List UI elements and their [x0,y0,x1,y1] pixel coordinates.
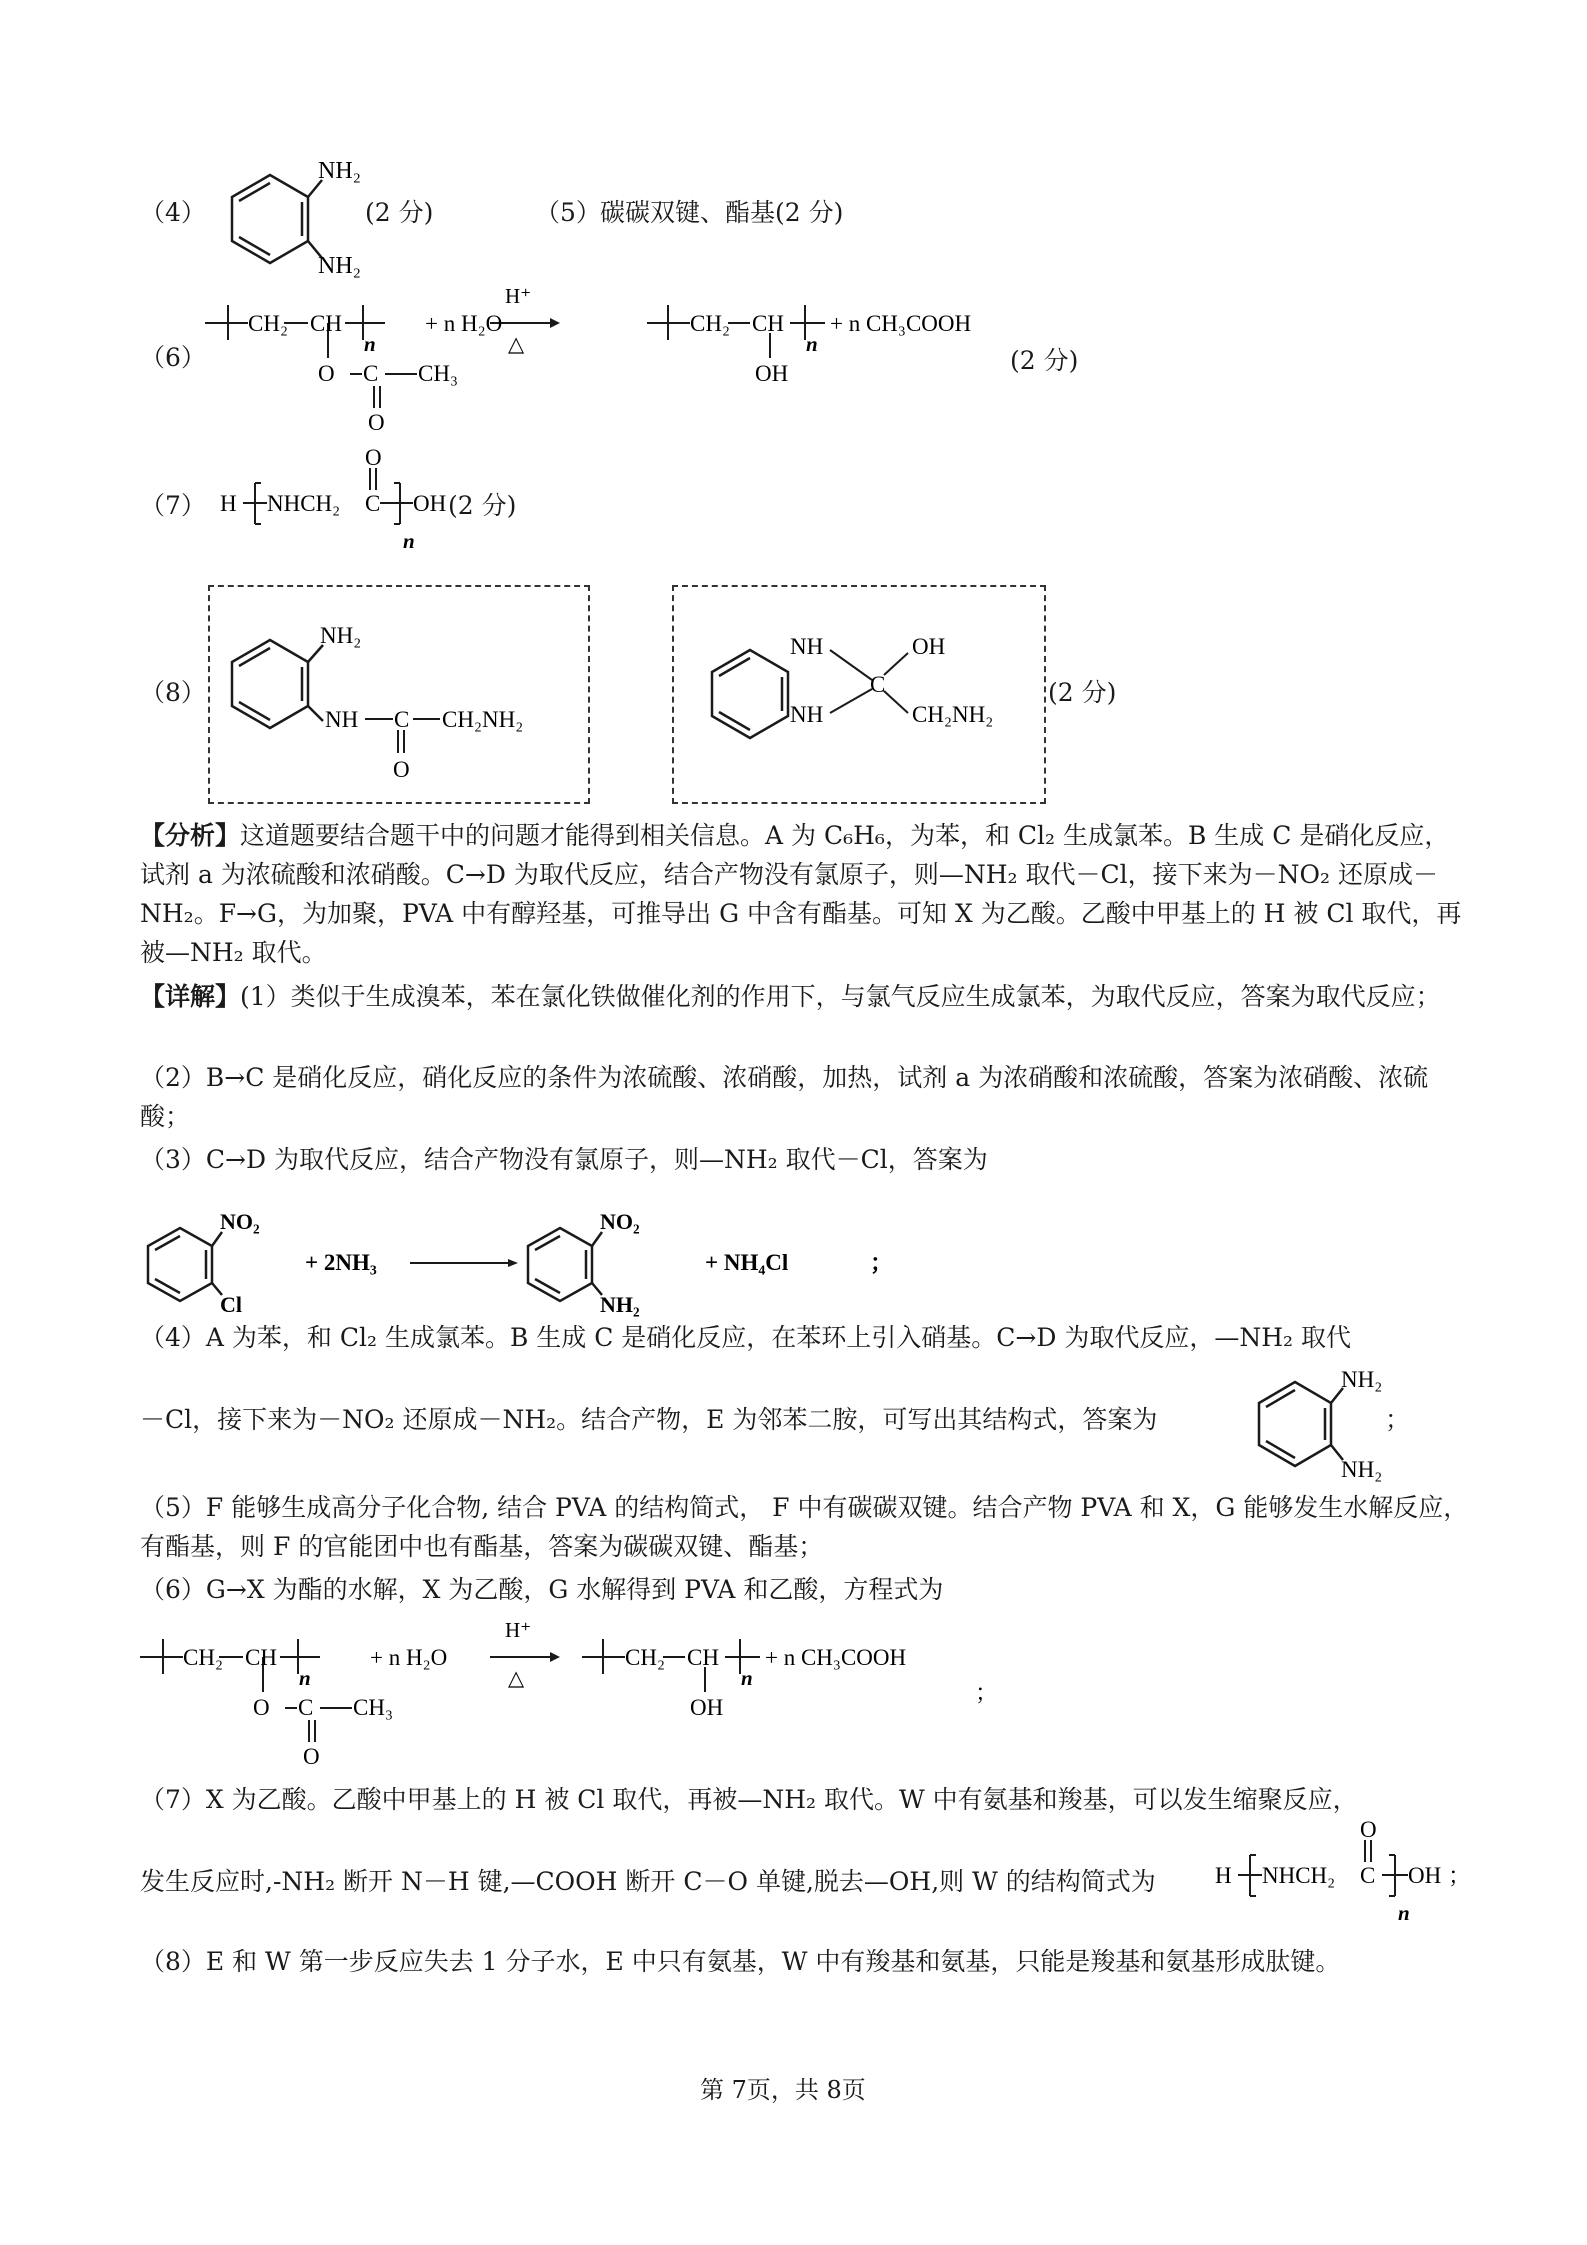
heat-label: △ [508,1666,525,1690]
nh2-label: NH₂ [318,158,362,184]
ch2nh2-label: CH₂NH₂ [442,707,524,732]
nh2-label: NH₂ [1341,1367,1383,1392]
q7-detail-polyglycine [1210,1817,1471,1935]
ch2-label: CH₂ [690,311,730,336]
acetic-acid-term: + n CH₃COOH [830,311,972,336]
ch3-label: CH₃ [353,1695,393,1720]
q6-number: （6） [140,343,206,372]
ch2-label: CH₂ [625,1645,665,1670]
detail-paragraph-3: （3）C→D 为取代反应，结合产物没有氯原子，则—NH₂ 取代－Cl，答案为 [140,1145,988,1174]
q8-cyclic-structure [690,605,1040,790]
water-term: + n H₂O [370,1645,448,1670]
q4-o-phenylenediamine-structure [210,150,390,280]
detail-paragraph-5: （5）F 能够生成高分子化合物, 结合 PVA 的结构简式， F 中有碳碳双键。结合产物 PVA 和 X，G 能够发生水解反应，有酯基，则 F 的官能团中也有酯基，答案为碳碳双键、酯基； [140,1493,1469,1561]
oh-label: OH [413,491,447,516]
oh-label: OH [1408,1863,1442,1888]
q8-amide-structure [215,605,585,790]
nhch2-label: NHCH₂ [267,491,341,516]
n-subscript: n [403,529,415,553]
detail-paragraph-7a: （7）X 为乙酸。乙酸中甲基上的 H 被 Cl 取代，再被—NH₂ 取代。W 中有氨基和羧基，可以发生缩聚反应， [140,1785,1358,1814]
o-label: O [368,410,385,435]
q6-score: (2 分) [1010,346,1079,375]
nh2-label: NH₂ [1341,1457,1383,1482]
detail-text-1: (1）类似于生成溴苯，苯在氯化铁做催化剂的作用下，与氯气反应生成氯苯，为取代反应，答案为取代反应； [240,982,1441,1011]
o-label: O [393,757,410,782]
o-label: O [1360,1817,1377,1842]
nhch2-label: NHCH₂ [1262,1863,1336,1888]
o-label: O [303,1744,320,1769]
q4-number: （4） [140,198,206,227]
ammonium-chloride-term: + NH₄Cl [705,1250,789,1275]
semicolon: ； [1385,1405,1411,1434]
q6-hydrolysis-equation [200,278,1100,448]
n-subscript: n [364,332,376,356]
nh2-label: NH₂ [318,253,362,279]
c-label: C [1360,1863,1376,1888]
h-label: H [1215,1863,1232,1888]
detail-paragraph-1 [140,977,1470,1016]
semicolon: ； [1448,1863,1471,1888]
n-subscript: n [299,1666,311,1690]
h-label: H [220,491,237,516]
q5-answer: 碳碳双键、酯基(2 分) [600,198,844,227]
catalyst-label: H⁺ [505,284,532,308]
semicolon: ； [870,1250,893,1275]
o-label: O [365,445,382,470]
q7-score: (2 分) [448,491,517,520]
detail-label: 【详解】 [140,982,241,1011]
heat-label: △ [508,332,525,356]
c-label: C [870,672,886,697]
nh-label: NH [790,702,824,727]
nh2-label: NH₂ [320,623,362,648]
q8-number: （8） [140,678,206,707]
ch-label: CH [687,1645,719,1670]
n-subscript: n [1398,1901,1410,1925]
q6-detail-hydrolysis-equation [135,1612,1035,1782]
oh-label: OH [755,361,789,386]
water-term: + n H₂O [425,311,503,336]
detail-paragraph-4a: （4）A 为苯，和 Cl₂ 生成氯苯。B 生成 C 是硝化反应，在苯环上引入硝基。C→D 为取代反应，—NH₂ 取代 [140,1323,1352,1352]
page-footer: 第 7页，共 8页 [700,2076,866,2104]
q3-substitution-equation [140,1195,960,1320]
ch2-label: CH₂ [248,311,288,336]
analysis-text: 这道题要结合题干中的问题才能得到相关信息。A 为 C₆H₆，为苯，和 Cl₂ 生成氯苯。B 生成 C 是硝化反应，试剂 a 为浓硫酸和浓硝酸。C→D 为取代反应，结合产物没有氯原子，则—NH₂ 取代－Cl，接下来为－NO₂ 还原成－NH₂。F→G，为加聚，PVA 中有醇羟基，可推导出 G 中含有酯基。可知 X 为乙酸。乙酸中甲基上的 H 被 Cl 取代，再被—NH₂ 取代。 [140,821,1462,967]
cl-label: Cl [220,1292,242,1317]
detail-paragraph-8: （8）E 和 W 第一步反应失去 1 分子水，E 中只有氨基，W 中有羧基和氨基，只能是羧基和氨基形成肽键。 [140,1947,1341,1976]
acetic-acid-term: + n CH₃COOH [765,1645,907,1670]
analysis-paragraph [140,816,1470,972]
detail-paragraph-7b: 发生反应时,-NH₂ 断开 N－H 键,—COOH 断开 C－O 单键,脱去—OH,则 W 的结构简式为 [140,1867,1156,1896]
q8-score: (2 分) [1048,678,1117,707]
ch-label: CH [752,311,784,336]
oh-label: OH [690,1695,724,1720]
ch2nh2-label: CH₂NH₂ [912,702,994,727]
nh-label: NH [325,707,359,732]
no2-label: NO₂ [220,1209,260,1234]
c-label: C [363,361,379,386]
c-label: C [298,1695,314,1720]
o-label: O [318,361,335,386]
ch3-label: CH₃ [418,361,458,386]
q7-number: （7） [140,491,206,520]
ammonia-term: + 2NH₃ [305,1250,377,1275]
ch2-label: CH₂ [183,1645,223,1670]
no2-label: NO₂ [600,1209,640,1234]
c-label: C [394,707,410,732]
catalyst-label: H⁺ [505,1618,532,1642]
detail-paragraph-4b: －Cl，接下来为－NO₂ 还原成－NH₂。结合产物，E 为邻苯二胺，可写出其结构式，答案为 [140,1405,1158,1434]
ch-label: CH [310,311,342,336]
oh-label: OH [912,634,946,659]
n-subscript: n [741,1666,753,1690]
o-label: O [253,1695,270,1720]
detail-paragraph-6: （6）G→X 为酯的水解，X 为乙酸，G 水解得到 PVA 和乙酸，方程式为 [140,1575,944,1604]
nh-label: NH [790,634,824,659]
semicolon: ； [975,1680,998,1705]
n-subscript: n [806,332,818,356]
ch-label: CH [245,1645,277,1670]
analysis-label: 【分析】 [140,821,241,850]
q5-number: （5） [535,198,601,227]
detail-paragraph-2: （2）B→C 是硝化反应，硝化反应的条件为浓硫酸、浓硝酸，加热，试剂 a 为浓硝酸和浓硫酸，答案为浓硝酸、浓硫酸； [140,1063,1429,1131]
c-label: C [365,491,381,516]
nh2-label: NH₂ [600,1292,640,1317]
q4-score: (2 分) [365,198,434,227]
